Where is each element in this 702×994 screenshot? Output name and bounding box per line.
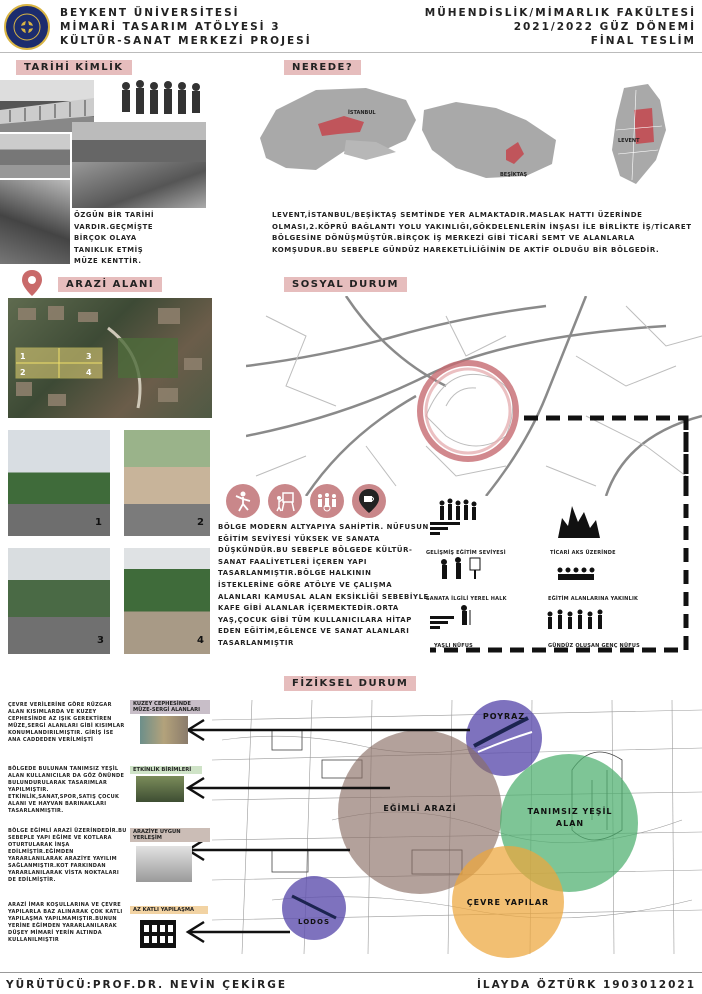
caption-low-rise: AZ KATLI YAPILAŞMA xyxy=(130,906,208,914)
site-photo-3 xyxy=(8,548,110,654)
site-number-1: 1 xyxy=(20,352,26,361)
thumb-events xyxy=(136,776,184,802)
site-photo-2-number: 2 xyxy=(197,517,204,528)
history-photo-street xyxy=(72,122,206,162)
physical-note-4: ARAZİ İMAR KOŞULLARINA VE ÇEVRE YAPILARLA BAZ ALINARAK ÇOK KATLI YAPILAŞMA YAPILMAMIŞTIR.BUNUN YERİNE EĞİMDEN YARARLANILARAK DÜŞEY MİMARİ YERİN ALTINDA KULLANILMIŞTIR xyxy=(8,902,123,943)
section-physical-title: FİZİKSEL DURUM xyxy=(284,676,416,691)
thumb-placement xyxy=(136,846,192,882)
map-label-istanbul: İSTANBUL xyxy=(348,110,376,116)
history-photo-people xyxy=(116,78,206,122)
label-poyraz: POYRAZ xyxy=(482,712,526,721)
social-icons-row xyxy=(226,484,386,518)
header-faculty: MÜHENDİSLİK/MİMARLIK FAKÜLTESİ xyxy=(424,7,696,19)
section-where-title: NEREDE? xyxy=(284,60,361,75)
site-photo-1 xyxy=(8,430,110,536)
dance-icon xyxy=(226,484,260,518)
label-green-area: TANIMSIZ YEŞİL ALAN xyxy=(527,807,613,828)
section-history-title: TARİHİ KİMLİK xyxy=(16,60,132,75)
where-text: LEVENT,İSTANBUL/BEŞİKTAŞ SEMTİNDE YER ALMAKTADIR.MASLAK HATTI ÜZERİNDE OLMASI,2.KÖPRÜ BAĞLANTI YOLU YAKINLIĞI,GÖKDELENLERİN İNŞASI İLE BİRLİKTE İŞ/TİCARET BÖLGESİNE DÖNÜŞMÜŞTÜR.BİRÇOK İŞ MERKEZİ GİBİ TİCARİ SEMT VE ALANLARLA KOMŞUDUR.BU SEBEPLE GÜNDÜZ HAREKETLİLİĞİNİN DE AKTİF OLDUĞU BİR BÖLGEDİR. xyxy=(272,211,692,254)
logo-emblem-icon xyxy=(6,6,48,48)
music-band-icon xyxy=(310,484,344,518)
physical-arrows xyxy=(160,700,480,950)
label-surrounding-buildings: ÇEVRE YAPILAR xyxy=(466,898,550,907)
stat-edu-proximity: EĞİTİM ALANLARINA YAKINLIK xyxy=(548,596,639,602)
footer-student: İLAYDA ÖZTÜRK 1903012021 xyxy=(477,979,696,991)
stat-education: GELİŞMİŞ EĞİTİM SEVİYESİ xyxy=(426,550,506,556)
location-pin-icon xyxy=(22,270,42,300)
history-photo-houses xyxy=(0,134,70,178)
physical-note-3: BÖLGE EĞİMLİ ARAZİ ÜZERİNDEDİR.BU SEBEPLE YAPI EĞİME VE KOTLARA OTURTULARAK İNŞA EDİLMİŞTİR.EĞİMDEN YARARLANILARAK ARAZİYE YAYILIM SAĞLANMIŞTIR.KOT FARKINDAN YARARLANILARAK VİSTA NOKTALARI DE EDİLMİŞTİR. xyxy=(8,828,127,883)
map-label-besiktas: BEŞİKTAŞ xyxy=(500,172,528,178)
footer-divider xyxy=(0,972,702,973)
label-lodos: LODOS xyxy=(298,918,330,926)
history-photo-aerial xyxy=(72,162,206,208)
thumb-museum xyxy=(140,716,188,744)
site-photo-1-number: 1 xyxy=(95,517,102,528)
stat-elderly: YAŞLI NÜFUS xyxy=(434,643,473,649)
site-number-2: 2 xyxy=(20,368,26,377)
header-term: 2021/2022 GÜZ DÖNEMİ xyxy=(513,21,696,33)
map-label-levent: LEVENT xyxy=(618,138,640,144)
site-photo-4 xyxy=(124,548,210,654)
history-photo-road xyxy=(0,180,70,264)
section-site-title: ARAZİ ALANI xyxy=(58,277,162,292)
location-maps xyxy=(256,80,702,192)
physical-note-2: BÖLGEDE BULUNAN TANIMSIZ YEŞİL ALAN KULLANICILAR DA GÖZ ÖNÜNDE BULUNDURULARAK TASARIMLAR YAPILMIŞTIR. ETKİNLİK,SANAT,SPOR,SATIŞ ÇOCUK ALANI VE HAYVAN BARINAKLARI TASARLANMIŞTIR. xyxy=(8,766,125,814)
header-studio: MİMARİ TASARIM ATÖLYESİ 3 xyxy=(60,21,281,33)
header-project: KÜLTÜR-SANAT MERKEZİ PROJESİ xyxy=(60,35,312,47)
physical-note-1: ÇEVRE VERİLERİNE GÖRE RÜZGAR ALAN KISIMLARDA VE KUZEY CEPHESİNDE AZ IŞIK GEREKTİREN MÜZE,SERGİ ALANLARI GİBİ KISIMLAR KONUMLANDIRILMIŞTIR. GİRİŞ İSE ANA CADDEDEN VERİLMİŞTİ xyxy=(8,702,125,743)
stat-young: GÜNDÜZ OLUŞAN GENÇ NÜFUS xyxy=(548,643,640,649)
site-number-3: 3 xyxy=(86,352,92,361)
section-social-title: SOSYAL DURUM xyxy=(284,277,407,292)
caption-museum: KUZEY CEPHESİNDE MÜZE-SERGİ ALANLARI xyxy=(130,700,210,714)
footer-advisor: YÜRÜTÜCÜ:PROF.DR. NEVİN ÇEKİRGE xyxy=(6,979,288,991)
university-logo xyxy=(4,4,50,50)
site-photo-3-number: 3 xyxy=(97,635,104,646)
caption-placement: ARAZİYE UYGUN YERLEŞİM xyxy=(130,828,210,842)
site-photo-2 xyxy=(124,430,210,536)
site-aerial-photo xyxy=(8,298,212,418)
stat-commercial: TİCARİ AKS ÜZERİNDE xyxy=(550,550,616,556)
header-university: BEYKENT ÜNİVERSİTESİ xyxy=(60,7,240,19)
site-photo-4-number: 4 xyxy=(197,635,204,646)
history-text: ÖZGÜN BİR TARİHİ VARDIR.GEÇMİŞTE BİRÇOK OLAYA TANIKLIK ETMİŞ MÜZE KENTTİR. xyxy=(74,211,155,265)
painting-icon xyxy=(268,484,302,518)
district-map xyxy=(422,102,556,178)
header-divider xyxy=(0,52,702,53)
header-submission: FİNAL TESLİM xyxy=(590,35,696,47)
social-text: BÖLGE MODERN ALTYAPIYA SAHİPTİR. NÜFUSUN EĞİTİM SEVİYESİ YÜKSEK VE SANATA DÜŞKÜNDÜR.BU SEBEPLE BÖLGEDE KÜLTÜR-SANAT FAALİYETLERİ İÇEREN YAPI TASARLANMIŞTIR.BÖLGE HALKININ İSTEKLERİNE GÖRE ATÖLYE VE ÇALIŞMA ALANLARI KAMUSAL ALAN EKSİKLİĞİ SEBEBİYLE KAFE GİBİ ALANLAR İÇERMEKTEDİR.ORTA YAŞ,ÇOCUK GİBİ TÜM KULLANICILARA HİTAP EDEN EĞİTİM,EĞLENCE VE SANAT ALANLARI TASARLANMIŞTIR xyxy=(218,523,429,647)
caption-events: ETKİNLİK BİRİMLERİ xyxy=(130,766,202,774)
social-stats-graphics xyxy=(430,498,680,648)
site-number-4: 4 xyxy=(86,368,92,377)
label-sloped-land: EĞİMLİ ARAZİ xyxy=(383,804,457,813)
low-rise-building-icon xyxy=(138,916,178,954)
stat-art: SANATA İLGİLİ YEREL HALK xyxy=(426,596,507,602)
cafe-pin-icon xyxy=(352,484,386,518)
